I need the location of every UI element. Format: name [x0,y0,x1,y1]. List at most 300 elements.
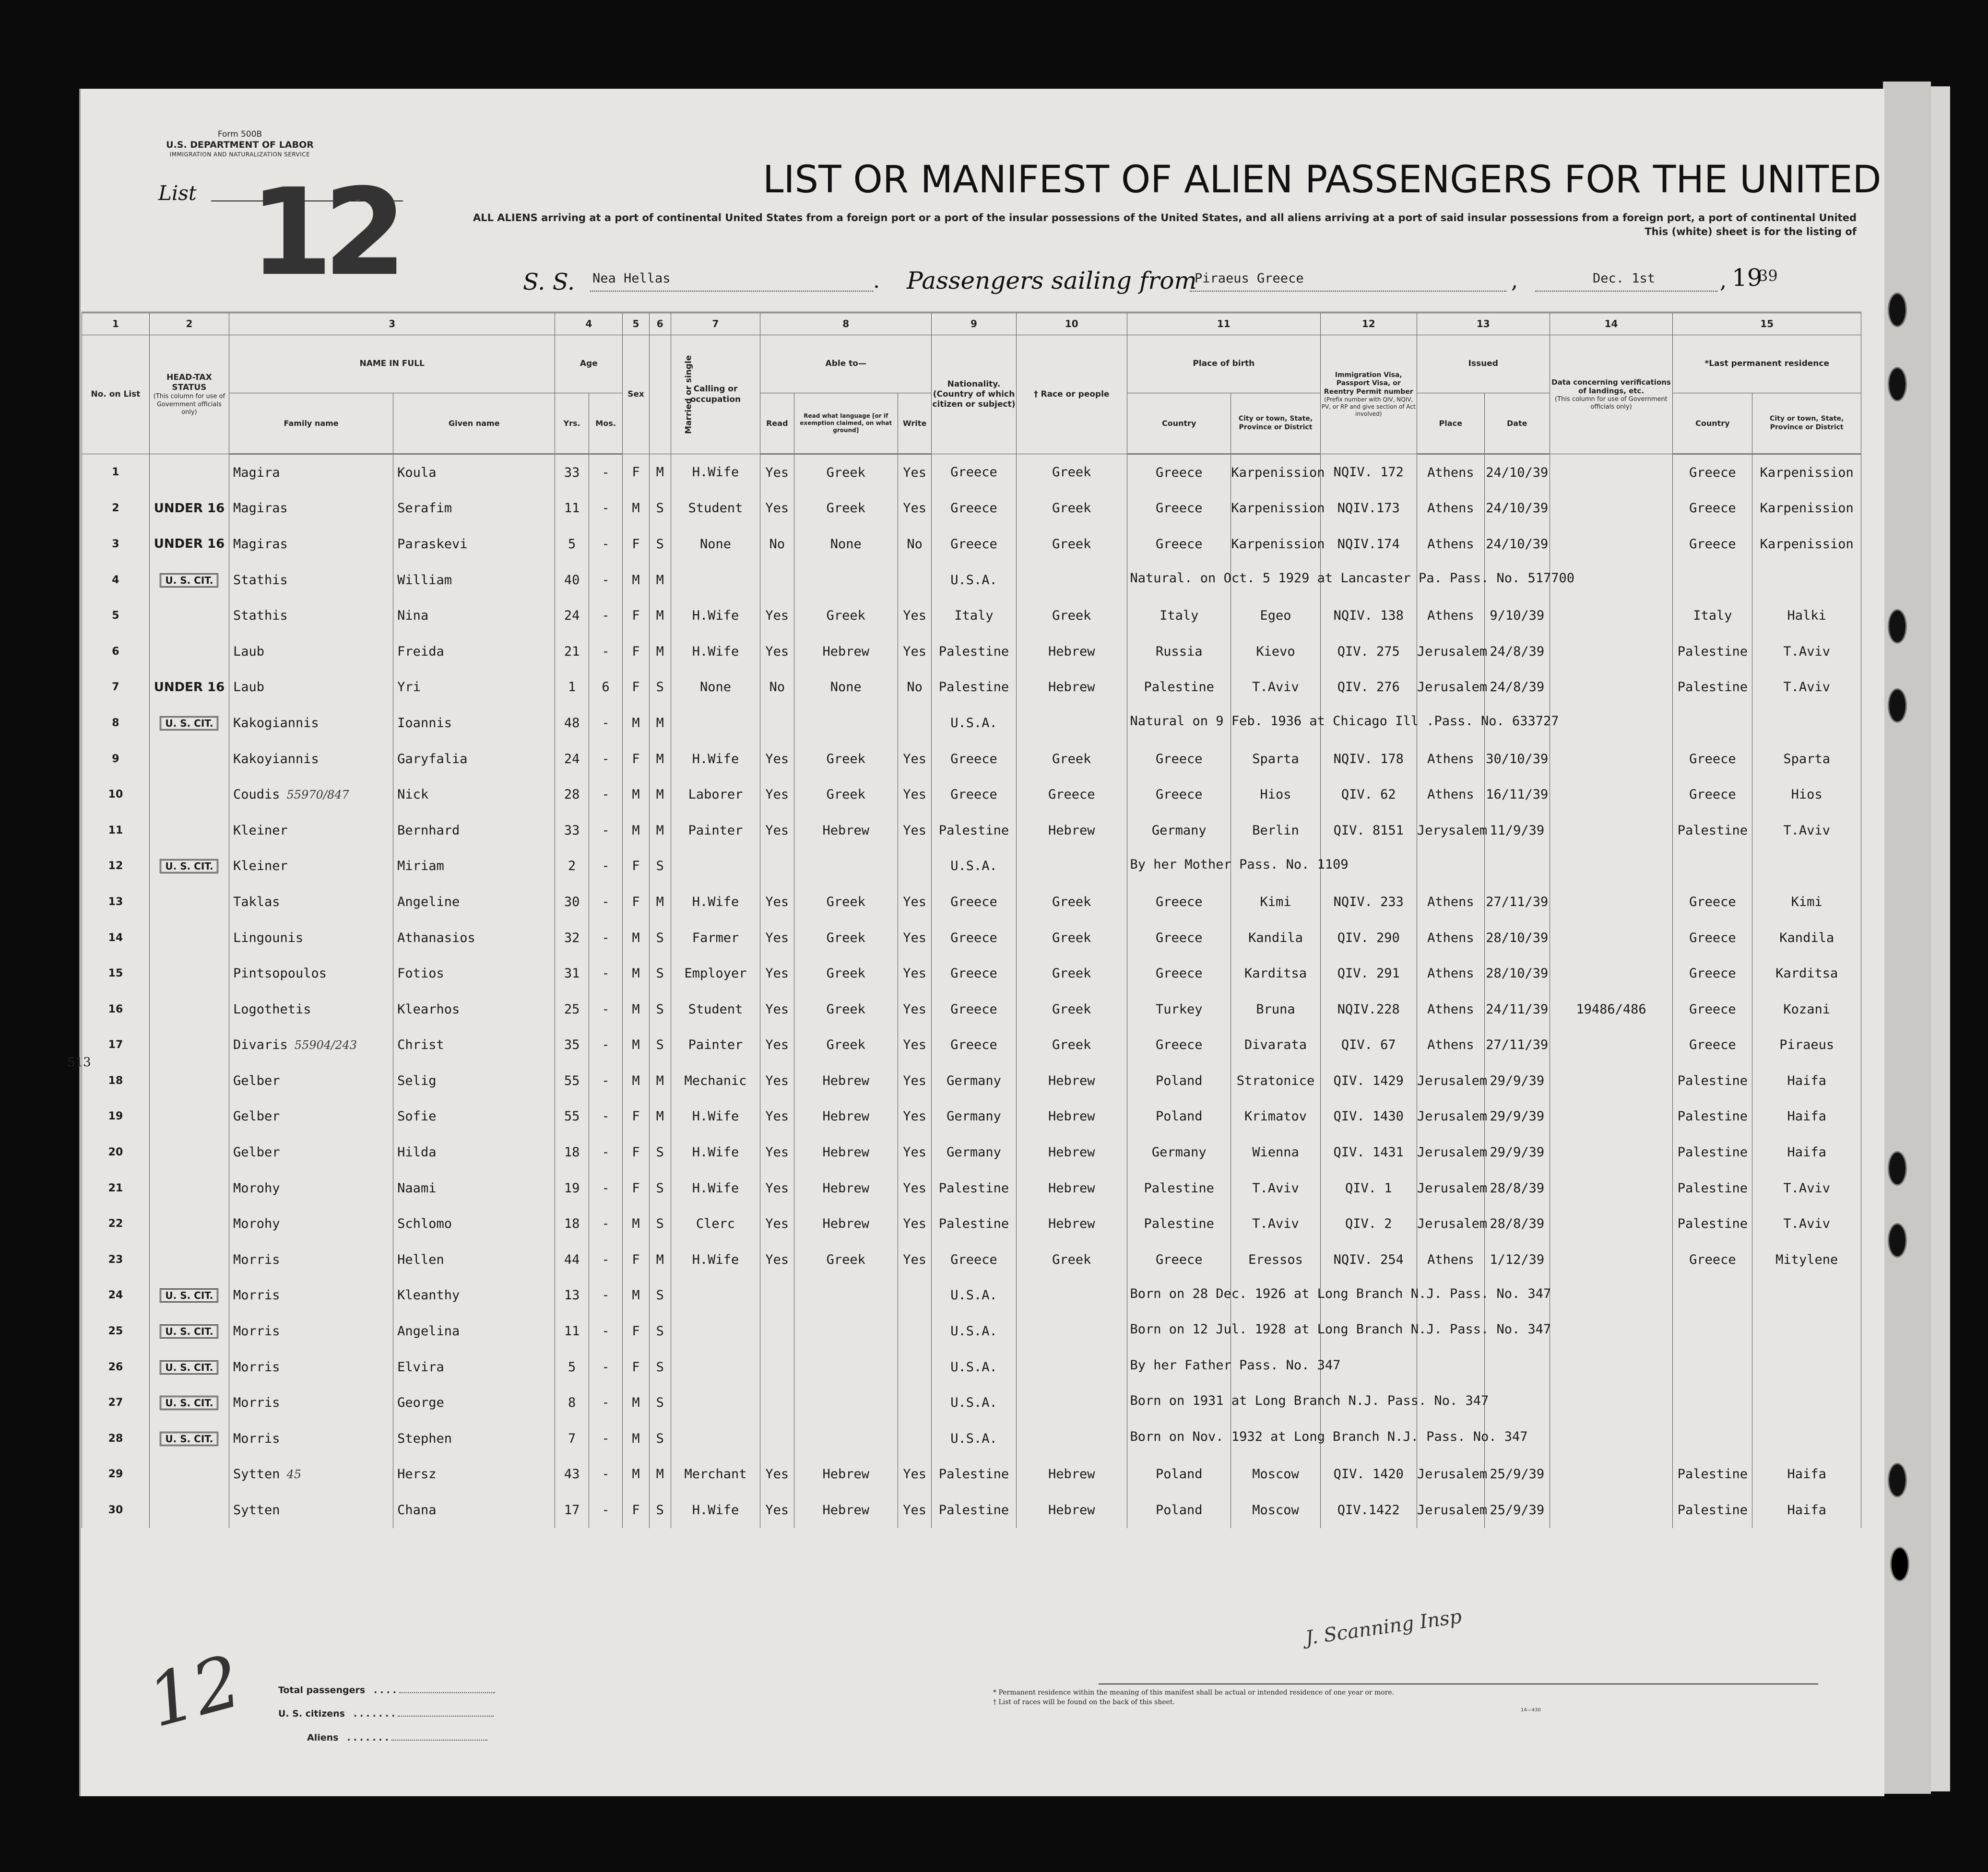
cell-no: 7 [82,670,150,706]
cell-birth-city: Wienna [1231,1134,1320,1170]
cell-landing-data [1550,1492,1673,1528]
cell-issued-place: Jerusalem [1417,1206,1484,1242]
cell-birth-country: Germany [1127,812,1231,848]
citizenship-note: Natural. on Oct. 5 1929 at Lancaster Pa. Pass. No. 517700 [1130,570,1575,586]
cell-birth-city: Divarata [1231,1027,1320,1063]
visa-note: (Prefix number with QIV, NQIV, PV, or RP and give section of Act involved) [1321,396,1416,418]
cell-marital-status: S [649,1170,671,1206]
cell-residence-city: Karditsa [1752,955,1861,991]
cell-nationality: Palestine [932,812,1016,848]
cell-issued-place: Jerusalem [1417,1134,1484,1170]
comma: . [873,269,880,293]
col-number: 6 [649,313,671,335]
header-no-on-list: No. on List [82,335,150,454]
cell-residence-city: Karpenission [1752,491,1861,527]
table-row [82,741,1861,777]
cell-family-name: Kakogiannis [229,705,393,741]
cell-visa-number: QIV. 2 [1320,1206,1417,1242]
cell-birth-country: Greece [1127,741,1231,777]
cell-given-name: Serafim [393,491,555,527]
cell-race: Greek [1016,454,1127,491]
cell-birth-city: Karpenission [1231,454,1320,491]
cell-issued-date: 24/8/39 [1484,634,1550,670]
cell-status [149,705,229,741]
cell-no: 2 [82,491,150,527]
cell-occupation: Laborer [671,777,760,812]
col-number: 13 [1417,313,1550,335]
cell-can-write: Yes [898,812,931,848]
cell-visa-number: NQIV.174 [1320,526,1417,562]
cell-issued-date: 24/10/39 [1484,526,1550,562]
cell-read-language [794,1278,898,1314]
paper-edge-back [1931,86,1950,1791]
cell-birth-city: Krimatov [1231,1099,1320,1135]
cell-no: 3 [82,526,150,562]
cell-visa-number: QIV. 1429 [1320,1063,1417,1099]
cell-residence-country: Palestine [1673,1099,1752,1135]
cell-visa-number: QIV. 67 [1320,1027,1417,1063]
subtitle-line-1: ALL ALIENS arriving at a port of continental United States from a foreign port or a port of the insular possessions of the United States, and all aliens arriving at a port of said insular possessions from a foreign port, a port of continental United [473,212,1857,224]
cell-age-years: 43 [555,1457,589,1493]
cell-nationality: Greece [932,491,1016,527]
page-subtitle [432,211,1857,239]
cell-family-name [229,1457,393,1493]
cell-marital-status: M [649,777,671,812]
cell-no: 15 [82,955,150,991]
cell-race: Greek [1016,920,1127,956]
total-passengers-line [399,1692,495,1693]
cell-status [149,1170,229,1206]
total-passengers-row [278,1679,495,1702]
col-number: 4 [555,313,623,335]
cell-given-name: Naami [393,1170,555,1206]
cell-occupation [671,848,760,884]
cell-birth-city: Bruna [1231,991,1320,1027]
cell-nationality: Palestine [932,1206,1016,1242]
married-label: Married or single [684,355,694,434]
cell-can-read: No [760,526,794,562]
col-number: 2 [149,313,229,335]
cell-sex: F [623,634,649,670]
cell-read-language: Hebrew [794,1457,898,1493]
family-name-text: Coudis [233,787,280,802]
table-row [82,705,1861,741]
cell-can-read [760,1278,794,1314]
cell-occupation: None [671,526,760,562]
cell-family-name: Gelber [229,1134,393,1170]
cell-age-months: - [589,955,622,991]
cell-marital-status: S [649,1134,671,1170]
manifest-table [82,312,1861,1528]
cell-family-name: Gelber [229,1099,393,1135]
list-label: List [158,181,197,205]
cell-nationality: U.S.A. [932,1349,1016,1385]
head-tax-stamp: U. S. CIT. [160,1432,218,1446]
cell-residence-country [1673,705,1752,741]
cell-family-name: Morohy [229,1206,393,1242]
header-yrs: Yrs. [555,393,589,454]
cell-residence-country: Palestine [1673,634,1752,670]
cell-residence-country: Greece [1673,526,1752,562]
cell-visa-number: NQIV. 138 [1320,598,1417,634]
cell-no: 9 [82,741,150,777]
header-nationality: Nationality. (Country of which citizen or subject) [932,335,1016,454]
cell-visa-number: QIV. 1420 [1320,1457,1417,1493]
cell-given-name: Nina [393,598,555,634]
cell-family-name: Lingounis [229,920,393,956]
cell-nationality: Greece [932,920,1016,956]
cell-given-name: Sofie [393,1099,555,1135]
cell-family-name: Magiras [229,526,393,562]
cell-issued-date: 29/9/39 [1484,1134,1550,1170]
cell-given-name: Selig [393,1063,555,1099]
col-number: 8 [760,313,932,335]
cell-birth-country: Poland [1127,1063,1231,1099]
cell-status [149,1457,229,1493]
cell-occupation: H.Wife [671,1170,760,1206]
cell-given-name: Paraskevi [393,526,555,562]
cell-occupation [671,1349,760,1385]
cell-family-name [229,1027,393,1063]
cell-issued-date [1484,1385,1550,1421]
cell-status [149,812,229,848]
cell-birth-country: Italy [1127,598,1231,634]
cell-marital-status: S [649,670,671,706]
cell-given-name: Fotios [393,955,555,991]
cell-can-write [898,1349,931,1385]
cell-can-read [760,1313,794,1349]
cell-age-years: 32 [555,920,589,956]
cell-status [149,491,229,527]
cell-occupation [671,705,760,741]
cell-family-name: Kleiner [229,812,393,848]
cell-race: Hebrew [1016,634,1127,670]
cell-age-months: - [589,454,622,491]
cell-can-write: Yes [898,1063,931,1099]
cell-issued-date: 27/11/39 [1484,884,1550,920]
cell-issued-place: Athens [1417,741,1484,777]
cell-age-months: - [589,491,622,527]
cell-read-language: Greek [794,1027,898,1063]
cell-read-language: None [794,526,898,562]
cell-issued-date: 24/11/39 [1484,991,1550,1027]
cell-issued-date: 24/10/39 [1484,491,1550,527]
cell-birth-city: T.Aviv [1231,1170,1320,1206]
cell-issued-date: 30/10/39 [1484,741,1550,777]
header-mos: Mos. [589,393,622,454]
cell-can-read: Yes [760,1027,794,1063]
cell-nationality: Greece [932,955,1016,991]
cell-family-name: Magira [229,454,393,491]
cell-nationality: U.S.A. [932,705,1016,741]
cell-family-name: Kleiner [229,848,393,884]
cell-landing-data [1550,670,1673,706]
cell-age-years: 17 [555,1492,589,1528]
cell-nationality: U.S.A. [932,1313,1016,1349]
cell-sex: F [623,1099,649,1135]
cell-can-write: Yes [898,1027,931,1063]
list-number: 12 [249,163,397,302]
cell-birth-city: Kimi [1231,884,1320,920]
cell-landing-data [1550,1242,1673,1278]
cell-race: Greek [1016,1027,1127,1063]
cell-read-language [794,1313,898,1349]
cell-marital-status: M [649,1099,671,1135]
cell-visa-number: NQIV.228 [1320,991,1417,1027]
header-birth-city: City or town, State, Province or District [1231,393,1320,454]
head-tax-stamp: UNDER 16 [154,537,225,552]
cell-family-name: Pintsopoulos [229,955,393,991]
head-tax-stamp: U. S. CIT. [160,573,218,588]
cell-landing-data [1550,1457,1673,1493]
cell-residence-city: T.Aviv [1752,670,1861,706]
cell-occupation: None [671,670,760,706]
sailing-label: Passengers sailing from [907,267,1197,294]
head-tax-stamp: UNDER 16 [154,680,225,695]
cell-age-months: - [589,884,622,920]
cell-nationality: Germany [932,1063,1016,1099]
cell-age-years: 25 [555,991,589,1027]
cell-landing-data [1550,1206,1673,1242]
cell-birth-city: T.Aviv [1231,1206,1320,1242]
cell-birth-city: Kandila [1231,920,1320,956]
cell-race: Greek [1016,741,1127,777]
cell-family-name: Taklas [229,884,393,920]
cell-residence-city: Haifa [1752,1063,1861,1099]
cell-landing-data [1550,955,1673,991]
table-row [82,1242,1861,1278]
cell-age-months: - [589,1349,622,1385]
cell-nationality: Palestine [932,1170,1016,1206]
cell-family-name: Logothetis [229,991,393,1027]
binder-hole [1890,1547,1909,1581]
cell-no: 4 [82,562,150,598]
cell-nationality: U.S.A. [932,562,1016,598]
cell-given-name: Ioannis [393,705,555,741]
cell-issued-place: Athens [1417,598,1484,634]
cell-occupation: Student [671,491,760,527]
cell-age-months: 6 [589,670,622,706]
col-number: 15 [1673,313,1861,335]
cell-can-read: Yes [760,884,794,920]
cell-residence-city [1752,1278,1861,1314]
cell-read-language: Greek [794,991,898,1027]
cell-issued-date: 9/10/39 [1484,598,1550,634]
header-name-in-full: NAME IN FULL [229,335,555,393]
col-number: 14 [1550,313,1673,335]
head-tax-title: HEAD-TAX STATUS [166,372,212,393]
head-tax-stamp: U. S. CIT. [160,1396,218,1410]
table-row [82,920,1861,956]
handwritten-file-number: 45 [286,1468,302,1482]
cell-marital-status: S [649,1206,671,1242]
cell-visa-number: QIV. 62 [1320,777,1417,812]
ss-label: S. S. [523,269,575,295]
cell-read-language: Hebrew [794,812,898,848]
table-row [82,454,1861,491]
cell-issued-place: Athens [1417,884,1484,920]
table-row [82,1134,1861,1170]
cell-family-name: Gelber [229,1063,393,1099]
cell-residence-country [1673,1385,1752,1421]
landing-title: Data concerning verifications of landings, etc. [1551,377,1671,396]
header-res-country: Country [1673,393,1752,454]
aliens-label: Aliens [307,1732,339,1743]
cell-race [1016,1313,1127,1349]
cell-residence-city: T.Aviv [1752,812,1861,848]
cell-no: 13 [82,884,150,920]
cell-landing-data [1550,1313,1673,1349]
cell-age-years: 44 [555,1242,589,1278]
aliens-line [391,1740,487,1741]
cell-can-write [898,848,931,884]
cell-marital-status: M [649,705,671,741]
cell-nationality: Palestine [932,634,1016,670]
cell-age-years: 35 [555,1027,589,1063]
header-able-to: Able to— [760,335,932,393]
cell-status [149,1099,229,1135]
cell-given-name: Hilda [393,1134,555,1170]
cell-residence-country: Greece [1673,1027,1752,1063]
cell-race: Hebrew [1016,1492,1127,1528]
cell-nationality: Palestine [932,670,1016,706]
table-row [82,1385,1861,1421]
cell-landing-data [1550,1278,1673,1314]
cell-issued-date: 24/8/39 [1484,670,1550,706]
table-row [82,1063,1861,1099]
cell-read-language: Hebrew [794,1134,898,1170]
cell-birth-city: Stratonice [1231,1063,1320,1099]
cell-occupation: H.Wife [671,1242,760,1278]
cell-race: Greece [1016,777,1127,812]
cell-occupation: H.Wife [671,741,760,777]
cell-read-language [794,1385,898,1421]
cell-residence-city: Sparta [1752,741,1861,777]
cell-birth-country: Poland [1127,1099,1231,1135]
cell-marital-status: S [649,1278,671,1314]
head-tax-stamp: U. S. CIT. [160,1360,218,1375]
cell-can-read [760,1349,794,1385]
cell-residence-country: Palestine [1673,1063,1752,1099]
cell-status [149,955,229,991]
ship-underline [590,291,873,292]
cell-residence-city: Kimi [1752,884,1861,920]
cell-age-years: 13 [555,1278,589,1314]
cell-can-read: Yes [760,1134,794,1170]
cell-can-read: Yes [760,1242,794,1278]
cell-can-write: Yes [898,1206,931,1242]
family-name-text: Divaris [233,1037,288,1053]
cell-visa-number: NQIV.173 [1320,491,1417,527]
header-head-tax [149,335,229,454]
cell-given-name: Miriam [393,848,555,884]
cell-landing-data [1550,1027,1673,1063]
cell-status [149,1278,229,1314]
cell-residence-city [1752,705,1861,741]
cell-can-read: Yes [760,1206,794,1242]
cell-marital-status: M [649,741,671,777]
table-row [82,1027,1861,1063]
cell-residence-city: Haifa [1752,1134,1861,1170]
cell-age-months: - [589,741,622,777]
cell-occupation: H.Wife [671,884,760,920]
binder-hole [1888,609,1907,644]
us-citizens-label: U. S. citizens [278,1708,345,1719]
binder-hole [1888,688,1907,723]
cell-given-name: Garyfalia [393,741,555,777]
cell-age-months: - [589,634,622,670]
cell-residence-city: Haifa [1752,1492,1861,1528]
cell-can-read [760,848,794,884]
department-name: U.S. DEPARTMENT OF LABOR [166,140,314,151]
cell-nationality: Greece [932,454,1016,491]
cell-status [149,562,229,598]
cell-can-read: Yes [760,1099,794,1135]
cell-read-language: Greek [794,454,898,491]
head-tax-stamp: U. S. CIT. [160,859,218,873]
cell-age-months: - [589,1170,622,1206]
cell-status [149,598,229,634]
corner-scribble: 12 [139,1639,250,1744]
cell-race: Greek [1016,884,1127,920]
cell-visa-number: QIV. 275 [1320,634,1417,670]
cell-can-write: Yes [898,634,931,670]
cell-can-write: Yes [898,1134,931,1170]
cell-can-read: Yes [760,741,794,777]
cell-no: 16 [82,991,150,1027]
cell-birth-city: Eressos [1231,1242,1320,1278]
cell-read-language: Hebrew [794,1063,898,1099]
cell-residence-city [1752,848,1861,884]
cell-age-years: 24 [555,741,589,777]
table-row [82,526,1861,562]
cell-family-name: Morohy [229,1170,393,1206]
cell-residence-country: Palestine [1673,670,1752,706]
cell-birth-city: Berlin [1231,812,1320,848]
cell-residence-city: Hios [1752,777,1861,812]
cell-age-months: - [589,598,622,634]
cell-residence-city: T.Aviv [1752,1206,1861,1242]
cell-can-write: Yes [898,598,931,634]
cell-age-months: - [589,1313,622,1349]
head-tax-stamp: U. S. CIT. [160,1288,218,1303]
cell-nationality: Greece [932,1242,1016,1278]
cell-nationality: Greece [932,526,1016,562]
cell-marital-status: M [649,598,671,634]
header-age: Age [555,335,623,393]
table-row [82,1313,1861,1349]
cell-birth-country: Greece [1127,1242,1231,1278]
cell-can-write: Yes [898,1457,931,1493]
cell-marital-status: M [649,812,671,848]
cell-no: 6 [82,634,150,670]
cell-status [149,1313,229,1349]
comma: , [1720,269,1727,293]
cell-residence-country [1673,1421,1752,1457]
cell-read-language: Hebrew [794,1099,898,1135]
cell-issued-place [1417,848,1484,884]
header-read-language: Read what language [or if exemption claimed, on what ground] [794,393,898,454]
cell-read-language: Hebrew [794,634,898,670]
footnote-races: † List of races will be found on the back of this sheet. [993,1698,1175,1706]
cell-age-years: 28 [555,777,589,812]
cell-family-name: Morris [229,1313,393,1349]
cell-residence-country: Palestine [1673,1457,1752,1493]
cell-status [149,1206,229,1242]
cell-race: Hebrew [1016,1063,1127,1099]
cell-landing-data [1550,1421,1673,1457]
margin-note: 513 [67,1055,91,1070]
